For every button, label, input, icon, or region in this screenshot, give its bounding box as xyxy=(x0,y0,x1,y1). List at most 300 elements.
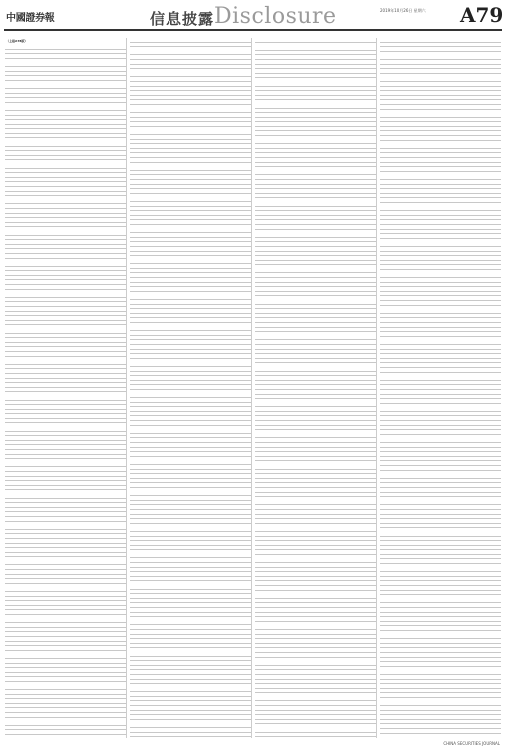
table-cell xyxy=(472,497,480,505)
table-cell xyxy=(255,229,269,237)
table-cell xyxy=(177,425,206,433)
table-cell xyxy=(222,69,230,77)
table-cell xyxy=(355,523,364,531)
table-cell xyxy=(427,140,456,148)
table-cell xyxy=(269,136,301,144)
table-cell xyxy=(177,323,206,331)
table-cell xyxy=(144,193,176,201)
table-cell xyxy=(19,138,51,146)
table-row xyxy=(5,521,126,529)
table-cell xyxy=(97,160,105,168)
table-cell xyxy=(302,621,331,629)
table-cell xyxy=(19,227,51,235)
table-row xyxy=(380,73,501,81)
table-cell xyxy=(302,229,331,237)
table-cell xyxy=(19,80,51,88)
table-cell xyxy=(114,227,126,235)
table-cell xyxy=(394,51,426,59)
table-cell xyxy=(114,196,126,204)
table-cell xyxy=(105,160,114,168)
table-cell xyxy=(355,78,364,86)
table-cell xyxy=(255,657,269,665)
table-row xyxy=(380,470,501,478)
table-cell xyxy=(330,693,347,701)
table-cell xyxy=(52,258,81,266)
table-cell xyxy=(205,487,222,495)
table-cell xyxy=(130,389,144,397)
table-cell xyxy=(347,167,355,175)
table-cell xyxy=(302,399,331,407)
table-cell xyxy=(130,719,144,727)
table-cell xyxy=(5,650,19,658)
table-row xyxy=(5,583,126,591)
table-row xyxy=(5,392,126,400)
table-cell xyxy=(347,724,355,732)
table-cell xyxy=(302,363,331,371)
table-cell xyxy=(114,735,126,738)
table-row xyxy=(255,42,376,50)
table-cell xyxy=(114,258,126,266)
table-cell xyxy=(380,470,394,478)
table-cell xyxy=(177,523,206,531)
table-cell xyxy=(330,497,347,505)
table-cell xyxy=(302,332,331,340)
table-cell xyxy=(302,136,331,144)
table-cell xyxy=(455,470,472,478)
continued-from-label: （上接A78版） xyxy=(6,39,28,43)
table-cell xyxy=(302,693,331,701)
table-cell xyxy=(130,456,144,464)
table-cell xyxy=(239,69,251,77)
table-cell xyxy=(355,621,364,629)
table-cell xyxy=(355,461,364,469)
table-cell xyxy=(19,102,51,110)
table-cell xyxy=(330,229,347,237)
table-cell xyxy=(472,171,480,179)
table-cell xyxy=(480,372,489,380)
table-cell xyxy=(427,336,456,344)
table-cell xyxy=(105,325,114,333)
table-cell xyxy=(347,430,355,438)
table-cell xyxy=(269,332,301,340)
table-cell xyxy=(130,550,144,558)
table-cell xyxy=(480,403,489,411)
table-cell xyxy=(205,425,222,433)
table-cell xyxy=(5,557,19,565)
table-cell xyxy=(239,193,251,201)
table-cell xyxy=(177,104,206,112)
table-cell xyxy=(19,160,51,168)
table-cell xyxy=(269,296,301,304)
table-cell xyxy=(205,256,222,264)
table-cell xyxy=(5,160,19,168)
table-cell xyxy=(480,51,489,59)
table-cell xyxy=(380,269,394,277)
table-cell xyxy=(144,581,176,589)
table-cell xyxy=(19,521,51,529)
table-row xyxy=(5,80,126,88)
table-cell xyxy=(105,717,114,725)
table-cell xyxy=(177,162,206,170)
table-cell xyxy=(80,583,97,591)
table-row xyxy=(130,256,251,264)
table-cell xyxy=(355,363,364,371)
page-number: A79 xyxy=(460,3,504,27)
table-cell xyxy=(130,126,144,134)
table-cell xyxy=(5,490,19,498)
table-cell xyxy=(97,58,105,66)
table-cell xyxy=(144,737,176,738)
table-cell xyxy=(130,487,144,495)
table-cell xyxy=(177,487,206,495)
table-cell xyxy=(355,657,364,665)
table-cell xyxy=(5,356,19,364)
table-cell xyxy=(472,202,480,210)
table-cell xyxy=(239,523,251,531)
table-cell xyxy=(52,650,81,658)
table-cell xyxy=(230,389,239,397)
table-cell xyxy=(97,423,105,431)
table-cell xyxy=(380,372,394,380)
table-cell xyxy=(130,648,144,656)
table-cell xyxy=(230,719,239,727)
table-cell xyxy=(230,617,239,625)
table-cell xyxy=(97,392,105,400)
table-cell xyxy=(347,737,355,738)
table-row xyxy=(380,269,501,277)
table-cell xyxy=(330,523,347,531)
table-cell xyxy=(472,305,480,313)
table-cell xyxy=(269,621,301,629)
table-cell xyxy=(347,657,355,665)
table-cell xyxy=(144,126,176,134)
table-cell xyxy=(489,403,501,411)
table-cell xyxy=(355,229,364,237)
table-cell xyxy=(177,719,206,727)
table-cell xyxy=(347,399,355,407)
table-cell xyxy=(480,305,489,313)
table-row xyxy=(5,58,126,66)
table-row xyxy=(255,590,376,598)
table-cell xyxy=(177,69,206,77)
table-cell xyxy=(239,719,251,727)
table-cell xyxy=(80,325,97,333)
table-cell xyxy=(302,737,331,738)
table-cell xyxy=(380,336,394,344)
table-row xyxy=(130,719,251,727)
table-row xyxy=(255,100,376,108)
table-cell xyxy=(52,392,81,400)
table-cell xyxy=(480,497,489,505)
table-cell xyxy=(239,737,251,738)
table-cell xyxy=(255,42,269,50)
table-row xyxy=(5,557,126,565)
table-cell xyxy=(97,258,105,266)
table-cell xyxy=(330,724,347,732)
table-cell xyxy=(302,430,331,438)
table-cell xyxy=(394,171,426,179)
table-cell xyxy=(105,196,114,204)
table-cell xyxy=(114,325,126,333)
table-cell xyxy=(177,617,206,625)
table-cell xyxy=(480,109,489,117)
table-cell xyxy=(230,358,239,366)
table-cell xyxy=(380,171,394,179)
table-cell xyxy=(489,269,501,277)
table-cell xyxy=(364,657,376,665)
table-cell xyxy=(255,100,269,108)
table-cell xyxy=(205,47,222,55)
table-cell xyxy=(330,198,347,206)
table-cell xyxy=(105,615,114,623)
table-cell xyxy=(269,229,301,237)
table-cell xyxy=(255,430,269,438)
table-cell xyxy=(177,737,206,738)
table-cell xyxy=(380,202,394,210)
table-cell xyxy=(52,227,81,235)
table-row xyxy=(5,196,126,204)
table-cell xyxy=(222,684,230,692)
table-row xyxy=(380,109,501,117)
table-cell xyxy=(114,459,126,467)
table-row xyxy=(255,430,376,438)
table-cell xyxy=(130,581,144,589)
table-cell xyxy=(177,224,206,232)
table-cell xyxy=(355,42,364,50)
table-cell xyxy=(472,73,480,81)
table-cell xyxy=(5,289,19,297)
table-cell xyxy=(130,684,144,692)
table-cell xyxy=(52,681,81,689)
table-cell xyxy=(205,456,222,464)
table-row xyxy=(130,162,251,170)
table-cell xyxy=(489,238,501,246)
table-cell xyxy=(177,389,206,397)
table-cell xyxy=(455,497,472,505)
table-cell xyxy=(230,737,239,738)
table-cell xyxy=(455,305,472,313)
table-row xyxy=(5,138,126,146)
table-cell xyxy=(222,550,230,558)
table-row xyxy=(130,69,251,77)
table-body xyxy=(255,38,376,738)
table-row xyxy=(5,102,126,110)
table-body xyxy=(380,38,501,738)
table-cell xyxy=(114,102,126,110)
table-row xyxy=(5,717,126,725)
table-cell xyxy=(222,487,230,495)
table-cell xyxy=(52,583,81,591)
table-cell xyxy=(205,389,222,397)
table-cell xyxy=(80,258,97,266)
table-cell xyxy=(97,650,105,658)
table-cell xyxy=(52,58,81,66)
table-row xyxy=(5,681,126,689)
table-cell xyxy=(52,557,81,565)
table-cell xyxy=(480,202,489,210)
table-cell xyxy=(347,332,355,340)
table-cell xyxy=(205,162,222,170)
table-cell xyxy=(205,581,222,589)
table-cell xyxy=(105,289,114,297)
table-cell xyxy=(489,336,501,344)
table-cell xyxy=(105,102,114,110)
table-cell xyxy=(347,523,355,531)
table-cell xyxy=(222,719,230,727)
table-cell xyxy=(52,80,81,88)
table-cell xyxy=(355,265,364,273)
table-cell xyxy=(52,423,81,431)
table-cell xyxy=(205,617,222,625)
table-cell xyxy=(269,399,301,407)
table-cell xyxy=(144,323,176,331)
table-row xyxy=(255,78,376,86)
table-cell xyxy=(394,109,426,117)
table-cell xyxy=(330,78,347,86)
table-cell xyxy=(114,289,126,297)
table-row xyxy=(255,136,376,144)
table-cell xyxy=(97,557,105,565)
table-cell xyxy=(130,323,144,331)
table-cell xyxy=(177,126,206,134)
table-cell xyxy=(222,648,230,656)
table-cell xyxy=(80,717,97,725)
table-cell xyxy=(472,434,480,442)
table-cell xyxy=(355,554,364,562)
table-cell xyxy=(427,269,456,277)
table-cell xyxy=(347,265,355,273)
table-cell xyxy=(364,590,376,598)
table-cell xyxy=(105,583,114,591)
table-cell xyxy=(489,51,501,59)
table-cell xyxy=(239,617,251,625)
table-row xyxy=(255,167,376,175)
table-cell xyxy=(205,737,222,738)
table-column-2 xyxy=(130,38,252,738)
table-cell xyxy=(144,648,176,656)
table-cell xyxy=(80,138,97,146)
table-cell xyxy=(355,497,364,505)
table-cell xyxy=(80,58,97,66)
table-cell xyxy=(330,430,347,438)
table-cell xyxy=(427,51,456,59)
table-cell xyxy=(255,523,269,531)
table-body xyxy=(130,38,251,738)
table-cell xyxy=(105,392,114,400)
table-cell xyxy=(19,423,51,431)
table-cell xyxy=(19,459,51,467)
table-cell xyxy=(230,487,239,495)
table-cell xyxy=(105,423,114,431)
table-cell xyxy=(480,73,489,81)
table-cell xyxy=(230,193,239,201)
table-row xyxy=(130,126,251,134)
table-cell xyxy=(472,336,480,344)
table-cell xyxy=(222,126,230,134)
table-row xyxy=(130,648,251,656)
table-cell xyxy=(255,724,269,732)
table-cell xyxy=(230,425,239,433)
table-cell xyxy=(302,461,331,469)
table-column-1 xyxy=(5,38,127,738)
table-cell xyxy=(255,621,269,629)
table-cell xyxy=(347,590,355,598)
table-cell xyxy=(177,550,206,558)
table-cell xyxy=(355,737,364,738)
table-column-3 xyxy=(255,38,377,738)
table-cell xyxy=(144,550,176,558)
table-cell xyxy=(302,265,331,273)
table-cell xyxy=(144,684,176,692)
table-cell xyxy=(355,430,364,438)
holdings-table xyxy=(380,38,501,738)
table-cell xyxy=(355,693,364,701)
table-cell xyxy=(330,100,347,108)
table-cell xyxy=(52,102,81,110)
table-cell xyxy=(19,681,51,689)
table-cell xyxy=(364,693,376,701)
table-cell xyxy=(205,193,222,201)
table-cell xyxy=(330,363,347,371)
table-cell xyxy=(130,617,144,625)
table-cell xyxy=(114,681,126,689)
table-cell xyxy=(364,265,376,273)
table-cell xyxy=(97,289,105,297)
table-cell xyxy=(355,136,364,144)
table-cell xyxy=(427,305,456,313)
table-cell xyxy=(489,73,501,81)
table-cell xyxy=(19,557,51,565)
table-cell xyxy=(355,332,364,340)
table-cell xyxy=(205,648,222,656)
table-cell xyxy=(489,202,501,210)
table-cell xyxy=(230,581,239,589)
table-cell xyxy=(114,58,126,66)
table-cell xyxy=(97,138,105,146)
table-cell xyxy=(302,724,331,732)
table-row xyxy=(255,265,376,273)
table-row xyxy=(130,291,251,299)
table-cell xyxy=(480,238,489,246)
table-cell xyxy=(114,650,126,658)
table-cell xyxy=(105,227,114,235)
table-cell xyxy=(130,291,144,299)
table-cell xyxy=(239,487,251,495)
table-cell xyxy=(144,523,176,531)
table-cell xyxy=(489,305,501,313)
table-row xyxy=(130,358,251,366)
table-cell xyxy=(347,42,355,50)
table-cell xyxy=(97,196,105,204)
table-cell xyxy=(105,735,114,738)
table-cell xyxy=(302,296,331,304)
table-cell xyxy=(80,160,97,168)
table-cell xyxy=(480,470,489,478)
table-cell xyxy=(105,557,114,565)
table-cell xyxy=(52,459,81,467)
table-row xyxy=(255,737,376,738)
table-cell xyxy=(114,557,126,565)
table-cell xyxy=(355,167,364,175)
table-row xyxy=(255,523,376,531)
table-cell xyxy=(97,356,105,364)
table-cell xyxy=(364,430,376,438)
table-cell xyxy=(480,269,489,277)
table-cell xyxy=(222,104,230,112)
table-cell xyxy=(105,521,114,529)
table-cell xyxy=(255,78,269,86)
table-cell xyxy=(480,336,489,344)
